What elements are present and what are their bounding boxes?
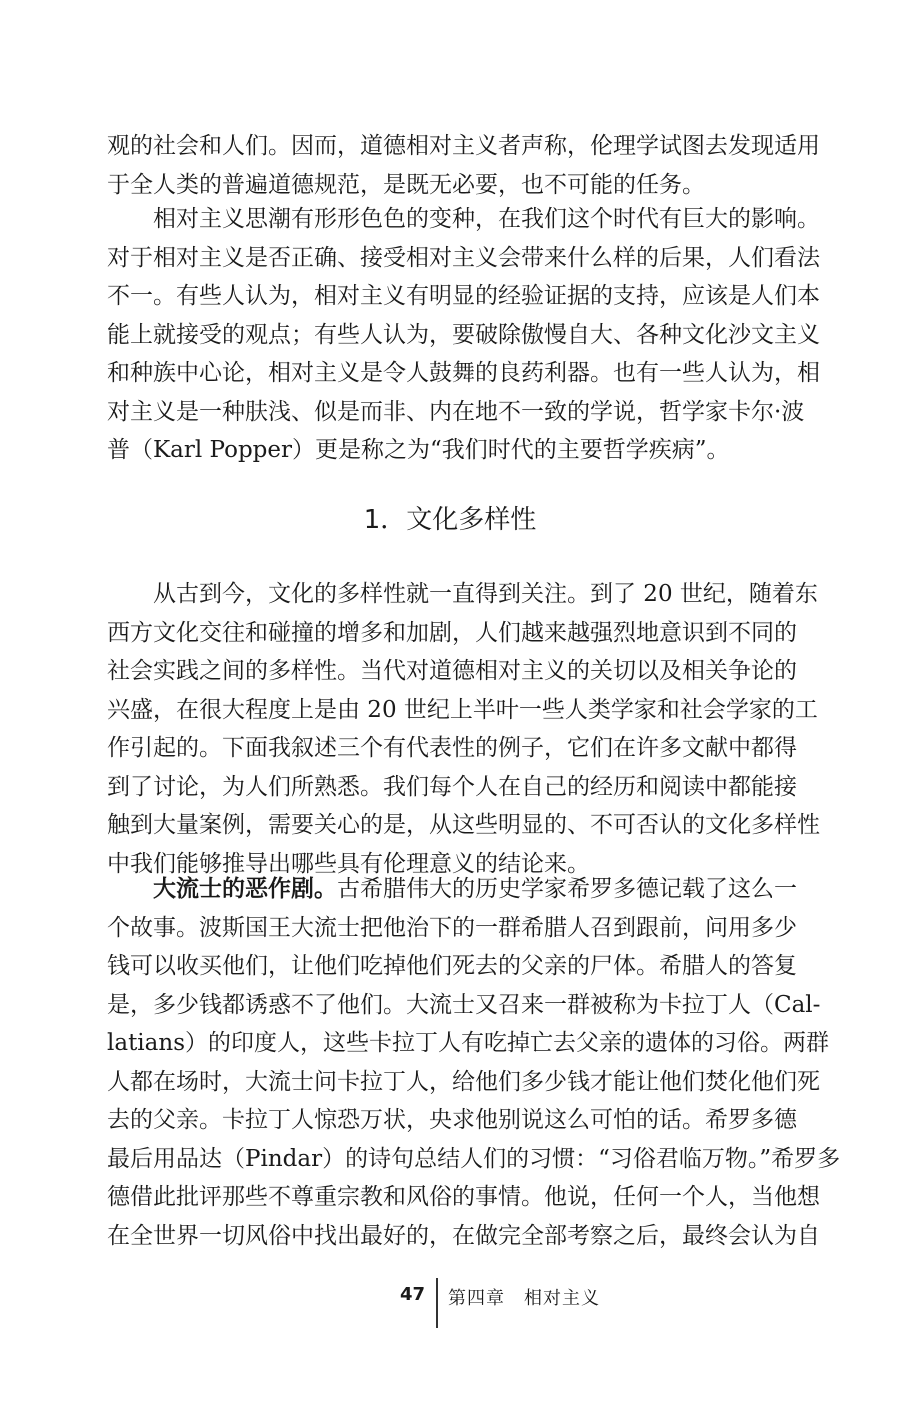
text-line: 从古到今，文化的多样性就一直得到关注。到了 20 世纪，随着东 (153, 581, 818, 607)
paragraph-lead-heading: 大流士的恶作剧。 (153, 876, 337, 902)
section-heading: 1．文化多样性 (363, 505, 537, 535)
text-line: 能上就接受的观点；有些人认为，要破除傲慢自大、各种文化沙文主义 (107, 321, 820, 348)
text-line: 人都在场时，大流士问卡拉丁人，给他们多少钱才能让他们焚化他们死 (107, 1068, 820, 1095)
text-span: 古希腊伟大的历史学家希罗多德记载了这么一 (337, 876, 797, 902)
text-line: 观的社会和人们。因而，道德相对主义者声称，伦理学试图去发现适用 (107, 133, 820, 159)
text-line: 社会实践之间的多样性。当代对道德相对主义的关切以及相关争论的 (107, 658, 797, 684)
text-line: 是，多少钱都诱惑不了他们。大流士又召来一群被称为卡拉丁人（Cal- (107, 991, 821, 1018)
paragraph-relativism-views (107, 200, 820, 470)
text-line: 西方文化交往和碰撞的增多和加剧，人们越来越强烈地意识到不同的 (107, 619, 797, 646)
paragraph-continuation (107, 127, 820, 204)
text-line: 兴盛，在很大程度上是由 20 世纪上半叶一些人类学家和社会学家的工 (107, 696, 818, 723)
page-footer (0, 1276, 900, 1328)
text-line: 相对主义思潮有形形色色的变种，在我们这个时代有巨大的影响。 (153, 206, 820, 232)
text-line: 触到大量案例，需要关心的是，从这些明显的、不可否认的文化多样性 (107, 812, 820, 838)
text-line: 最后用品达（Pindar）的诗句总结人们的习惯：“习俗君临万物。”希罗多 (107, 1145, 841, 1172)
paragraph-darius-story (107, 870, 841, 1255)
text-line: 到了讨论，为人们所熟悉。我们每个人在自己的经历和阅读中都能接 (107, 773, 797, 800)
paragraph-cultural-diversity (107, 575, 820, 883)
text-line: 在全世界一切风俗中找出最好的，在做完全部考察之后，最终会认为自 (107, 1222, 820, 1249)
text-line: 于全人类的普遍道德规范，是既无必要，也不可能的任务。 (107, 171, 705, 198)
text-line: 对主义是一种肤浅、似是而非、内在地不一致的学说，哲学家卡尔·波 (107, 398, 805, 425)
text-line: 中我们能够推导出哪些具有伦理意义的结论来。 (107, 850, 590, 877)
text-line: 普（Karl Popper）更是称之为“我们时代的主要哲学疾病”。 (107, 437, 730, 463)
text-line (107, 870, 797, 909)
page-number: 47 (399, 1284, 425, 1305)
text-line: 作引起的。下面我叙述三个有代表性的例子，它们在许多文献中都得 (107, 735, 797, 761)
text-line: 钱可以收买他们，让他们吃掉他们死去的父亲的尸体。希腊人的答复 (107, 953, 797, 979)
text-line: latians）的印度人，这些卡拉丁人有吃掉亡去父亲的遗体的习俗。两群 (107, 1030, 829, 1056)
chapter-running-header: 第四章 相对主义 (448, 1288, 600, 1309)
text-line: 德借此批评那些不尊重宗教和风俗的事情。他说，任何一个人，当他想 (107, 1184, 820, 1210)
text-line: 个故事。波斯国王大流士把他治下的一群希腊人召到跟前，问用多少 (107, 914, 797, 941)
text-line: 不一。有些人认为，相对主义有明显的经验证据的支持，应该是人们本 (107, 283, 820, 309)
text-line: 和种族中心论，相对主义是令人鼓舞的良药利器。也有一些人认为，相 (107, 360, 820, 386)
footer-divider (436, 1278, 438, 1328)
text-line: 去的父亲。卡拉丁人惊恐万状，央求他别说这么可怕的话。希罗多德 (107, 1107, 797, 1133)
text-line: 对于相对主义是否正确、接受相对主义会带来什么样的后果，人们看法 (107, 244, 820, 271)
